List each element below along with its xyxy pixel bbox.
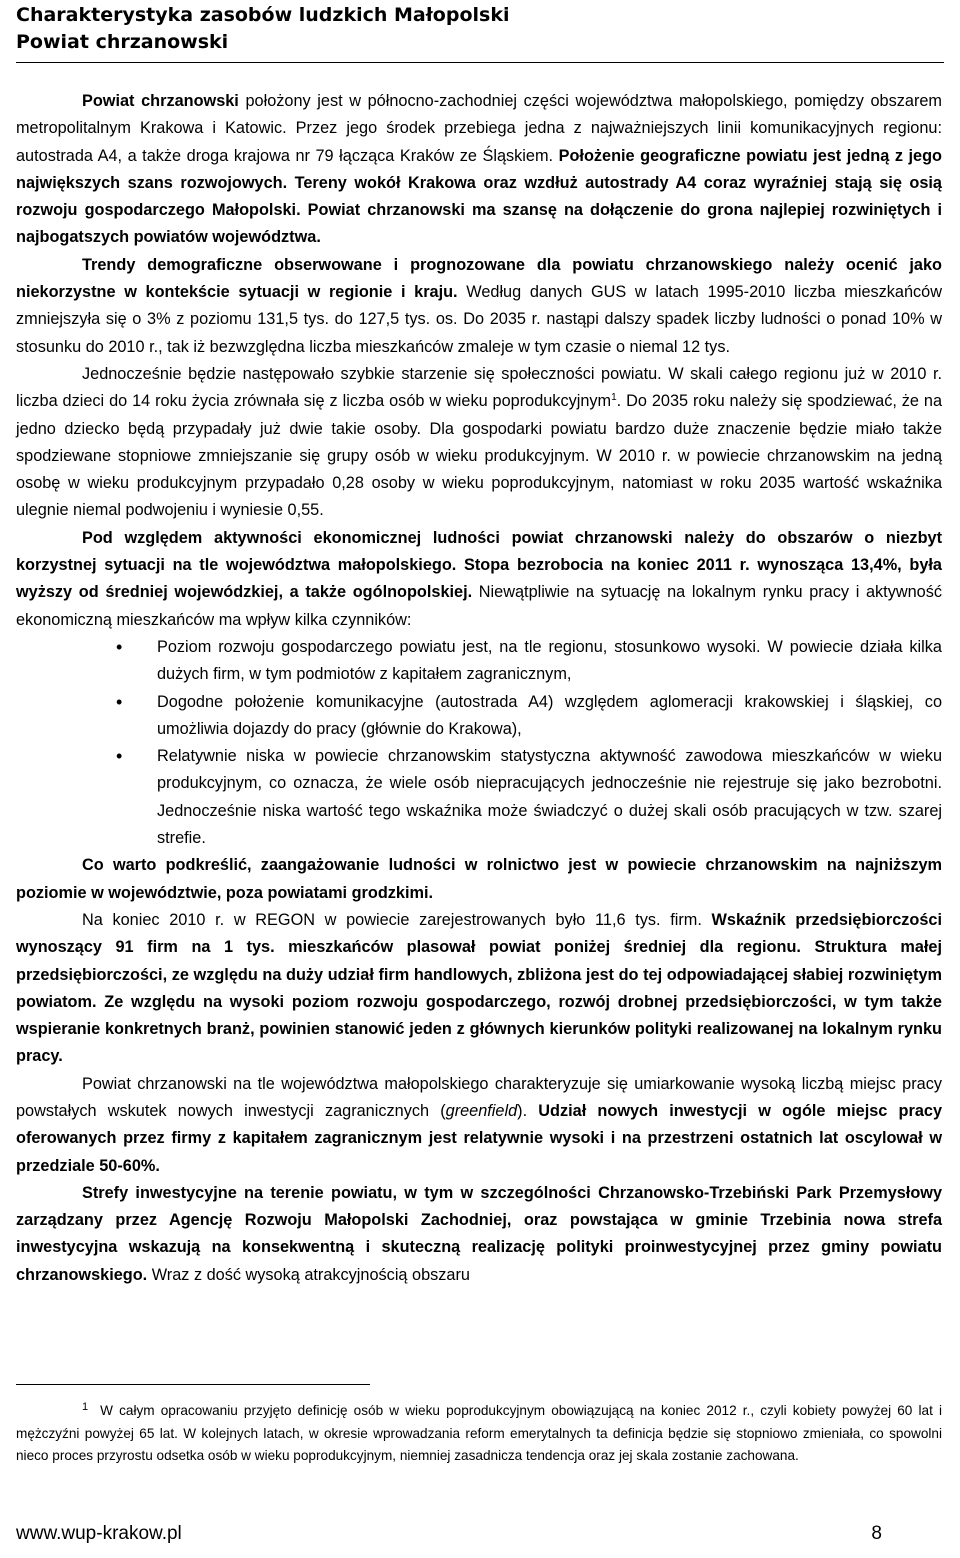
paragraph-enterprise-text-1: Na koniec 2010 r. w REGON w powiecie zarejestrowanych było 11,6 tys. firm. — [82, 910, 712, 929]
bullet-icon: • — [116, 746, 123, 767]
paragraph-investment-text-1: Powiat chrzanowski na tle województwa małopolskiego charakteryzuje się umiarkowanie wysoką liczbą miejsc pracy powstałych wskutek nowych inwestycji zagranicznych ( — [16, 1074, 942, 1120]
document-subtitle: Powiat chrzanowski — [16, 31, 229, 53]
paragraph-ageing-text-1: Jednocześnie będzie następowało szybkie starzenie się społeczności powiatu. W skali całego regionu już w 2010 r. liczba dzieci do 14 roku życia zrównała się z liczba osób w wieku poprodukcyjnym — [16, 364, 942, 411]
footnote-divider — [16, 1384, 370, 1385]
document-title: Charakterystyka zasobów ludzkich Małopolski — [16, 4, 510, 26]
paragraph-activity-bold-1: Pod względem aktywności ekonomicznej ludności powiat chrzanowski należy do obszarów o niezbyt korzystnej sytuacji na tle województwa małopolskiego. Stopa bezrobocia na koniec 2011 r. wynosząca 13,4%, była wyższy od średniej wojewódzkiej, a także ogólnopolskiej. — [16, 528, 942, 602]
paragraph-enterprise-bold-1: Wskaźnik przedsiębiorczości wynoszący 91 firm na 1 tys. mieszkańców plasował powiat poniżej średniej dla regionu. Struktura małej przedsiębiorczości, ze względu na duży udział firm handlowych, zbliżona jest do tej odpowiadającej słabiej rozwiniętym powiatom. Ze względu na wysoki poziom rozwoju gospodarczego, rozwój drobnej przedsiębiorczości, w tym także wspieranie konkretnych branż, powinien stanowić jeden z głównych kierunków polityki realizowanej na lokalnym rynku pracy. — [16, 910, 942, 1066]
paragraph-location — [16, 88, 942, 252]
list-item — [16, 689, 942, 744]
paragraph-activity-text-1: Niewątpliwie na sytuację na lokalnym rynku pracy i aktywność ekonomiczną mieszkańców ma wpływ kilka czynników: — [16, 583, 942, 629]
paragraph-zones — [16, 1180, 942, 1289]
list-item-text: Dogodne położenie komunikacyjne (autostrada A4) względem aglomeracji krakowskiej i śląskiej, co umożliwia dojazdy do pracy (głównie do Krakowa), — [157, 692, 942, 738]
paragraph-agriculture — [16, 852, 942, 907]
paragraph-activity — [16, 525, 942, 634]
paragraph-enterprise — [16, 907, 942, 1071]
footnote-text: W całym opracowaniu przyjęto definicję osób w wieku poprodukcyjnym obowiązującą na koniec 2012 r., czyli kobiety powyżej 60 lat i mężczyźni powyżej 65 lat. W kolejnych latach, w okresie wprowadzania reform emerytalnych ta definicja będzie się stopniowo zmieniała, co spowolni nieco proces przyrostu odsetka osób w wieku poprodukcyjnym, niemniej zasadnicza tendencja oraz jej skala zostanie zachowana. — [16, 1403, 942, 1463]
header-divider — [16, 62, 944, 63]
list-item-text: Relatywnie niska w powiecie chrzanowskim statystyczna aktywność zawodowa mieszkańców w wieku produkcyjnym, co oznacza, że wiele osób niepracujących jednocześnie nie rejestruje się jako bezrobotni. Jednocześnie niska wartość tego wskaźnika może świadczyć o dużej skali osób pracujących w tzw. szarej strefie. — [157, 747, 942, 848]
paragraph-demography-bold-1: Trendy demograficzne obserwowane i prognozowane dla powiatu chrzanowskiego należy ocenić jako niekorzystne w kontekście sytuacji w regionie i kraju. — [16, 255, 942, 302]
paragraph-investment-italic-1: greenfield — [445, 1101, 518, 1120]
paragraph-demography-text-1: Według danych GUS w latach 1995-2010 liczba mieszkańców zmniejszyła się o 3% z poziomu 131,5 tys. do 127,5 tys. os. Do 2035 r. nastąpi dalszy spadek liczby ludności o ponad 10% w stosunku do 2010 r., tak iż bezwzględna liczba mieszkańców zmaleje w tym czasie o niemal 12 tys. — [16, 283, 942, 356]
paragraph-ageing-text-2: . Do 2035 roku należy się spodziewać, że na jedno dziecko będą przypadały już dwie takie osoby. Dla gospodarki powiatu bardzo duże znaczenie będzie miało także spodziewane stopniowe zmniejszanie się grupy osób w wieku produkcyjnym. W 2010 r. w powiecie chrzanowskim na jedną osobę w wieku produkcyjnym przypadało 0,28 osoby w wieku poprodukcyjnym, natomiast w roku 2035 wartość wskaźnika ulegnie niemal podwojeniu i wyniesie 0,55. — [16, 392, 942, 520]
document-body — [16, 88, 942, 1289]
footnote-number: 1 — [82, 1401, 89, 1413]
paragraph-investment-text-2: ). — [517, 1101, 539, 1120]
paragraph-ageing — [16, 361, 942, 525]
paragraph-investment-bold-1: Udział nowych inwestycji w ogóle miejsc pracy oferowanych przez firmy z kapitałem zagranicznym jest relatywnie wysoki i na przestrzeni ostatnich lat oscylował w przedziale 50-60%. — [16, 1101, 942, 1175]
list-item — [16, 743, 942, 852]
paragraph-zones-bold-1: Strefy inwestycyjne na terenie powiatu, w tym w szczególności Chrzanowsko-Trzebiński Park Przemysłowy zarządzany przez Agencję Rozwoju Małopolski Zachodniej, oraz powstająca w gminie Trzebinia nowa strefa inwestycyjna wskazują na konsekwentną i skuteczną realizację polityki proinwestycyjnej przez gminy powiatu chrzanowskiego. — [16, 1183, 942, 1284]
list-item-text: Poziom rozwoju gospodarczego powiatu jest, na tle regionu, stosunkowo wysoki. W powiecie działa kilka dużych firm, w tym podmiotów z kapitałem zagranicznym, — [157, 637, 942, 684]
list-item — [16, 634, 942, 689]
paragraph-location-text-1: położony jest w północno-zachodniej części województwa małopolskiego, pomiędzy obszarem metropolitalnym Krakowa i Katowic. Przez jego środek przebiega jedna z najważniejszych linii komunikacyjnych regionu: autostrada A4, a także droga krajowa nr 79 łącząca Kraków ze Śląskiem. — [16, 92, 942, 165]
paragraph-location-bold-1: Powiat chrzanowski — [82, 92, 239, 110]
paragraph-zones-text-1: Wraz z dość wysoką atrakcyjnością obszaru — [147, 1265, 470, 1284]
footer-url-link[interactable]: www.wup-krakow.pl — [16, 1523, 182, 1544]
paragraph-demography — [16, 252, 942, 361]
bullet-icon: • — [116, 691, 123, 712]
paragraph-agriculture-bold-1: Co warto podkreślić, zaangażowanie ludności w rolnictwo jest w powiecie chrzanowskim na najniższym poziomie w województwie, poza powiatami grodzkimi. — [16, 856, 942, 902]
page-header — [16, 2, 946, 56]
bullet-icon: • — [116, 636, 123, 657]
footnote — [16, 1396, 942, 1468]
paragraph-location-bold-2: Położenie geograficzne powiatu jest jedną z jego największych szans rozwojowych. Tereny wokół Krakowa oraz wzdłuż autostrady A4 coraz wyraźniej stają się osią rozwoju gospodarczego Małopolski. Powiat chrzanowski ma szansę na dołączenie do grona najlepiej rozwiniętych i najbogatszych powiatów województwa. — [16, 146, 942, 247]
footnote-ref[interactable]: 1 — [611, 392, 617, 404]
paragraph-investment — [16, 1071, 942, 1180]
factors-list — [16, 634, 942, 852]
page-number: 8 — [871, 1523, 882, 1544]
